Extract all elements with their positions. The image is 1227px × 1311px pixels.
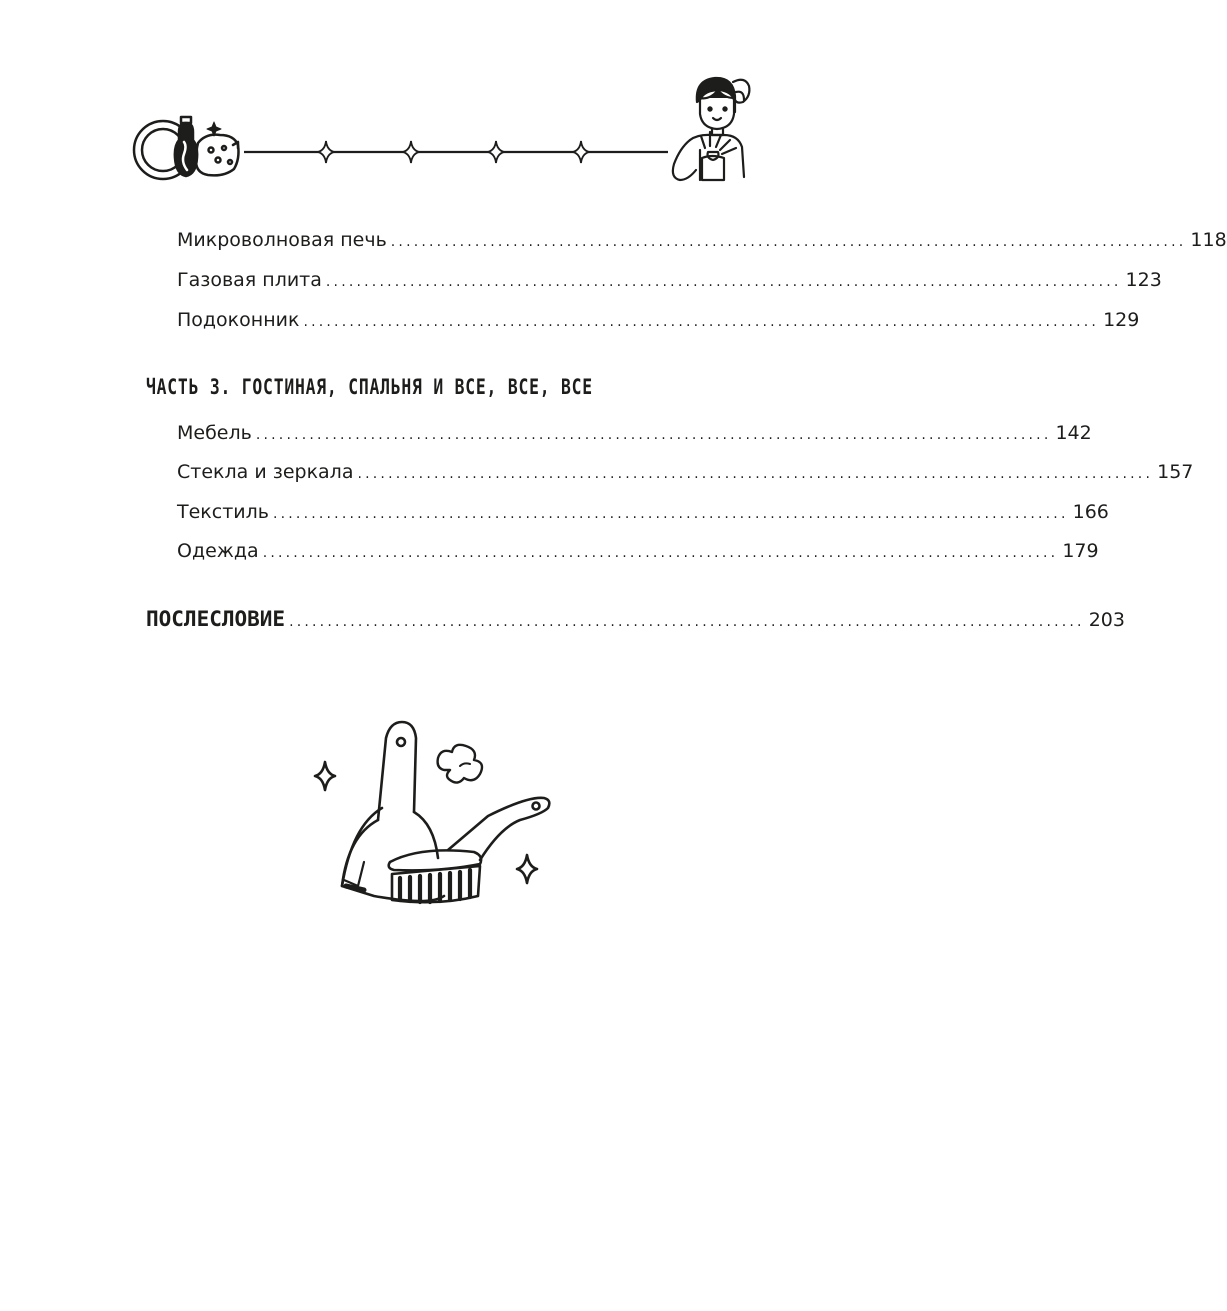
toc-entry-page: 123 <box>1125 269 1162 291</box>
page-header-ornament <box>0 0 844 200</box>
toc-entry[interactable] <box>177 500 1109 526</box>
toc-entry-label: Текстиль <box>177 501 269 523</box>
part-heading[interactable]: ЧАСТЬ 3. ГОСТИНАЯ, СПАЛЬНЯ И ВСЕ, ВСЕ, ВСЕ <box>146 375 593 399</box>
toc-entry[interactable] <box>177 228 1227 254</box>
toc-leader-dots: ........................................................................................................ <box>357 466 1154 482</box>
cleaning-lady-icon <box>673 78 750 180</box>
toc-entry-page: 179 <box>1062 540 1099 562</box>
toc-leader-dots: ........................................................................................................ <box>262 545 1059 561</box>
sparkle-icon <box>318 141 334 163</box>
dustpan-and-brush-illustration <box>300 710 560 920</box>
toc-entry-page: 166 <box>1072 501 1109 523</box>
toc-entry-label: Одежда <box>177 540 259 562</box>
toc-entry-page: 157 <box>1157 461 1194 483</box>
toc-leader-dots: ........................................................................................................ <box>272 506 1069 522</box>
toc-entry-label: Газовая плита <box>177 269 322 291</box>
toc-entry-page: 118 <box>1190 229 1227 251</box>
sparkle-icon <box>488 141 504 163</box>
toc-entry[interactable] <box>177 268 1162 294</box>
toc-entry-label: Мебель <box>177 422 252 444</box>
dish-and-sponge-icon <box>134 117 239 179</box>
toc-entry-label: Стекла и зеркала <box>177 461 354 483</box>
toc-entry[interactable] <box>177 460 1194 486</box>
toc-entry[interactable] <box>177 308 1140 334</box>
sparkle-icon <box>403 141 419 163</box>
afterword-label: ПОСЛЕСЛОВИЕ <box>146 607 286 631</box>
sparkle-icon <box>573 141 589 163</box>
toc-leader-dots: ........................................................................................................ <box>390 234 1187 250</box>
toc-entry-afterword[interactable] <box>146 607 1125 634</box>
toc-entry[interactable] <box>177 421 1092 447</box>
toc-leader-dots: ........................................................................................................ <box>325 274 1122 290</box>
toc-leader-dots: ........................................................................................................ <box>289 614 1085 630</box>
header-ornament-graphic <box>0 0 844 200</box>
toc-leader-dots: ........................................................................................................ <box>255 427 1052 443</box>
toc-entry[interactable] <box>177 539 1099 565</box>
toc-entry-label: Подоконник <box>177 309 300 331</box>
dustpan-and-brush-icon <box>300 710 560 920</box>
toc-entry-page: 129 <box>1103 309 1140 331</box>
toc-entry-label: Микроволновая печь <box>177 229 387 251</box>
toc-entry-page: 203 <box>1088 609 1125 631</box>
toc-leader-dots: ........................................................................................................ <box>303 314 1100 330</box>
toc-entry-page: 142 <box>1055 422 1092 444</box>
